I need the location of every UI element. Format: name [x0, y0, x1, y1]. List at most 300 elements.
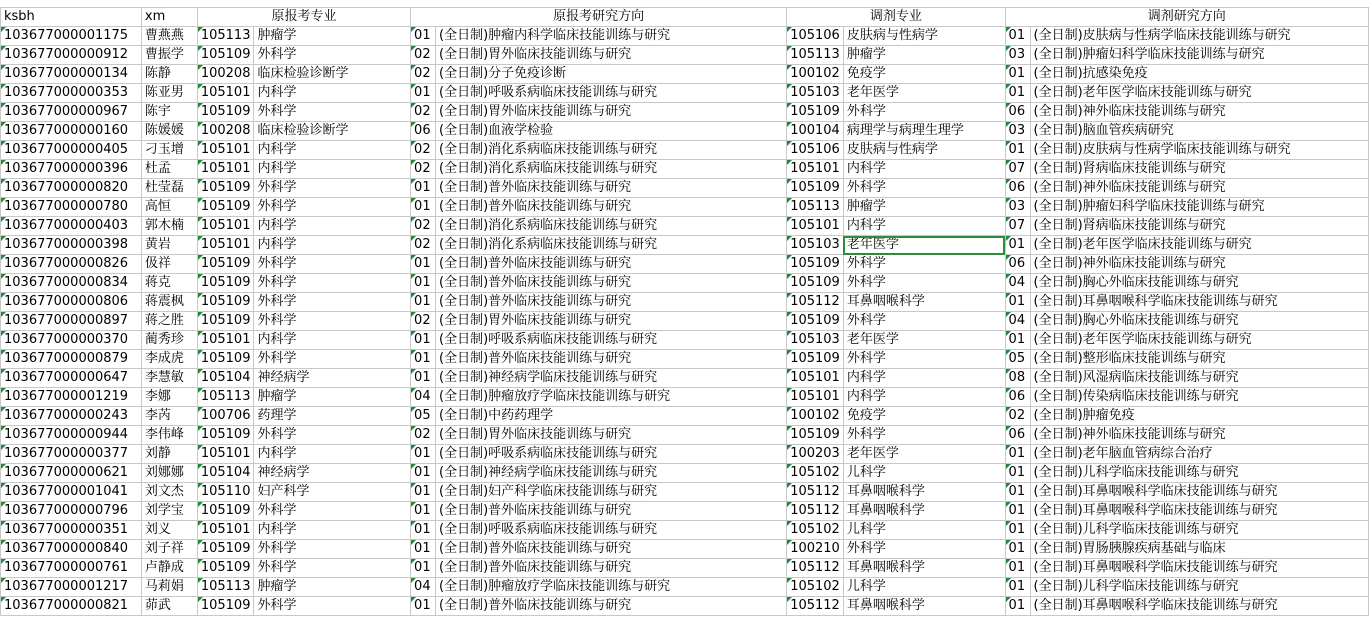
table-cell[interactable]: 外科学 — [843, 179, 1005, 198]
table-cell[interactable]: 105101 — [197, 445, 254, 464]
table-cell[interactable]: 耳鼻咽喉科学 — [843, 597, 1005, 616]
table-cell[interactable]: 03 — [1005, 122, 1030, 141]
table-cell[interactable]: 曹振学 — [141, 46, 197, 65]
table-cell[interactable]: 02 — [411, 312, 436, 331]
table-cell[interactable]: 105103 — [787, 84, 844, 103]
table-cell[interactable]: (全日制)肿瘤放疗学临床技能训练与研究 — [436, 388, 787, 407]
table-cell[interactable]: 100210 — [787, 540, 844, 559]
table-cell[interactable]: 103677000000398 — [1, 236, 142, 255]
table-cell[interactable]: 103677000001041 — [1, 483, 142, 502]
table-cell[interactable]: 耳鼻咽喉科学 — [843, 559, 1005, 578]
table-cell[interactable]: 103677000001219 — [1, 388, 142, 407]
table-cell[interactable]: (全日制)耳鼻咽喉科学临床技能训练与研究 — [1030, 559, 1368, 578]
table-cell[interactable]: 01 — [411, 350, 436, 369]
table-cell[interactable]: 103677000000967 — [1, 103, 142, 122]
table-cell[interactable]: 105101 — [787, 388, 844, 407]
table-cell[interactable]: 外科学 — [254, 255, 411, 274]
table-cell[interactable]: (全日制)普外临床技能训练与研究 — [436, 350, 787, 369]
table-cell[interactable]: 103677000000897 — [1, 312, 142, 331]
table-cell[interactable]: 蔺秀珍 — [141, 331, 197, 350]
table-cell[interactable]: (全日制)胃外临床技能训练与研究 — [436, 46, 787, 65]
table-cell[interactable]: 105112 — [787, 597, 844, 616]
table-cell[interactable]: (全日制)老年脑血管病综合治疗 — [1030, 445, 1368, 464]
table-cell[interactable]: 105109 — [197, 312, 254, 331]
table-cell[interactable]: 01 — [1005, 141, 1030, 160]
table-cell[interactable]: 内科学 — [254, 160, 411, 179]
table-cell[interactable]: 105109 — [787, 255, 844, 274]
table-cell[interactable]: 105113 — [197, 388, 254, 407]
table-cell[interactable]: (全日制)肿瘤内科学临床技能训练与研究 — [436, 27, 787, 46]
table-cell[interactable]: 01 — [411, 84, 436, 103]
table-cell[interactable]: 105109 — [787, 426, 844, 445]
table-cell[interactable]: 105109 — [787, 103, 844, 122]
table-cell[interactable]: (全日制)胸心外临床技能训练与研究 — [1030, 274, 1368, 293]
table-cell[interactable]: 外科学 — [843, 350, 1005, 369]
table-cell[interactable]: 肿瘤学 — [254, 578, 411, 597]
table-cell[interactable]: 100208 — [197, 122, 254, 141]
table-cell[interactable]: 105106 — [787, 27, 844, 46]
table-cell[interactable]: (全日制)脑血管疾病研究 — [1030, 122, 1368, 141]
table-cell[interactable]: 105109 — [197, 198, 254, 217]
table-cell[interactable]: 103677000000351 — [1, 521, 142, 540]
table-cell[interactable]: 01 — [411, 198, 436, 217]
table-cell[interactable]: 内科学 — [843, 160, 1005, 179]
table-cell[interactable]: 老年医学 — [843, 445, 1005, 464]
table-cell[interactable]: 01 — [411, 597, 436, 616]
table-cell[interactable]: 内科学 — [843, 217, 1005, 236]
table-cell[interactable]: 105101 — [787, 160, 844, 179]
table-cell[interactable]: 01 — [411, 331, 436, 350]
table-cell[interactable]: 外科学 — [843, 274, 1005, 293]
table-cell[interactable]: (全日制)儿科学临床技能训练与研究 — [1030, 464, 1368, 483]
table-cell[interactable]: 105104 — [197, 464, 254, 483]
table-cell[interactable]: 01 — [1005, 521, 1030, 540]
table-cell[interactable]: 105109 — [787, 312, 844, 331]
table-cell[interactable]: (全日制)抗感染免疫 — [1030, 65, 1368, 84]
table-cell[interactable]: (全日制)神外临床技能训练与研究 — [1030, 255, 1368, 274]
table-cell[interactable]: (全日制)胸心外临床技能训练与研究 — [1030, 312, 1368, 331]
table-cell[interactable]: 皮肤病与性病学 — [843, 27, 1005, 46]
table-cell[interactable]: 01 — [411, 521, 436, 540]
table-cell[interactable]: 06 — [1005, 255, 1030, 274]
table-cell[interactable]: 01 — [1005, 84, 1030, 103]
table-cell[interactable]: 老年医学 — [843, 84, 1005, 103]
table-cell[interactable]: (全日制)耳鼻咽喉科学临床技能训练与研究 — [1030, 502, 1368, 521]
table-cell[interactable]: 103677000000647 — [1, 369, 142, 388]
table-cell[interactable]: 105109 — [787, 350, 844, 369]
table-cell[interactable]: 刘学宝 — [141, 502, 197, 521]
table-cell[interactable]: 103677000000806 — [1, 293, 142, 312]
table-cell[interactable]: 07 — [1005, 160, 1030, 179]
table-cell[interactable]: (全日制)胃肠胰腺疾病基础与临床 — [1030, 540, 1368, 559]
table-cell[interactable]: 105113 — [787, 46, 844, 65]
table-cell[interactable]: 临床检验诊断学 — [254, 65, 411, 84]
table-cell[interactable]: 105101 — [787, 217, 844, 236]
table-cell[interactable]: (全日制)耳鼻咽喉科学临床技能训练与研究 — [1030, 597, 1368, 616]
table-cell[interactable]: 105109 — [197, 179, 254, 198]
table-cell[interactable]: 07 — [1005, 217, 1030, 236]
table-cell[interactable]: 外科学 — [254, 312, 411, 331]
table-cell[interactable]: 免疫学 — [843, 65, 1005, 84]
table-cell[interactable]: (全日制)耳鼻咽喉科学临床技能训练与研究 — [1030, 483, 1368, 502]
table-cell[interactable]: 外科学 — [254, 103, 411, 122]
table-cell[interactable]: 外科学 — [254, 293, 411, 312]
table-cell[interactable]: 外科学 — [254, 198, 411, 217]
table-cell[interactable]: 105103 — [787, 236, 844, 255]
table-cell[interactable]: 01 — [1005, 559, 1030, 578]
table-cell[interactable]: 老年医学 — [843, 236, 1005, 255]
table-cell[interactable]: 神经病学 — [254, 464, 411, 483]
table-cell[interactable]: 105101 — [197, 521, 254, 540]
table-cell[interactable]: 临床检验诊断学 — [254, 122, 411, 141]
table-cell[interactable]: 04 — [1005, 274, 1030, 293]
table-cell[interactable]: 103677000000134 — [1, 65, 142, 84]
table-cell[interactable]: 老年医学 — [843, 331, 1005, 350]
table-cell[interactable]: 04 — [1005, 312, 1030, 331]
table-cell[interactable]: 儿科学 — [843, 521, 1005, 540]
table-cell[interactable]: 103677000000761 — [1, 559, 142, 578]
table-cell[interactable]: 01 — [1005, 502, 1030, 521]
table-cell[interactable]: (全日制)呼吸系病临床技能训练与研究 — [436, 521, 787, 540]
table-cell[interactable]: 02 — [411, 46, 436, 65]
table-cell[interactable]: 105101 — [197, 160, 254, 179]
table-cell[interactable]: 曹燕燕 — [141, 27, 197, 46]
table-cell[interactable]: 105109 — [197, 46, 254, 65]
table-cell[interactable]: 06 — [1005, 179, 1030, 198]
table-cell[interactable]: 105109 — [197, 350, 254, 369]
table-cell[interactable]: 105109 — [197, 559, 254, 578]
table-cell[interactable]: (全日制)老年医学临床技能训练与研究 — [1030, 236, 1368, 255]
table-cell[interactable]: 杜孟 — [141, 160, 197, 179]
table-cell[interactable]: 01 — [1005, 331, 1030, 350]
table-cell[interactable]: 100203 — [787, 445, 844, 464]
table-cell[interactable]: 李伟峰 — [141, 426, 197, 445]
table-cell[interactable]: 105109 — [197, 103, 254, 122]
table-cell[interactable]: 105102 — [787, 521, 844, 540]
table-cell[interactable]: 01 — [411, 179, 436, 198]
table-cell[interactable]: 肿瘤学 — [254, 27, 411, 46]
table-cell[interactable]: 李成虎 — [141, 350, 197, 369]
table-cell[interactable]: 105104 — [197, 369, 254, 388]
table-cell[interactable]: 01 — [411, 255, 436, 274]
table-cell[interactable]: (全日制)呼吸系病临床技能训练与研究 — [436, 84, 787, 103]
table-cell[interactable]: 01 — [1005, 578, 1030, 597]
table-cell[interactable]: 外科学 — [254, 502, 411, 521]
table-cell[interactable]: (全日制)中药药理学 — [436, 407, 787, 426]
table-cell[interactable]: 内科学 — [254, 445, 411, 464]
table-cell[interactable]: 耳鼻咽喉科学 — [843, 502, 1005, 521]
table-cell[interactable]: 02 — [411, 65, 436, 84]
table-cell[interactable]: (全日制)耳鼻咽喉科学临床技能训练与研究 — [1030, 293, 1368, 312]
table-cell[interactable]: 06 — [1005, 426, 1030, 445]
header-cell[interactable]: 调剂专业 — [787, 8, 1005, 27]
table-cell[interactable]: (全日制)肿瘤放疗学临床技能训练与研究 — [436, 578, 787, 597]
table-cell[interactable]: 外科学 — [254, 597, 411, 616]
table-cell[interactable]: 105103 — [787, 331, 844, 350]
table-cell[interactable]: 105101 — [197, 84, 254, 103]
table-cell[interactable]: 肿瘤学 — [843, 198, 1005, 217]
table-cell[interactable]: 刘娜娜 — [141, 464, 197, 483]
table-cell[interactable]: 刘文杰 — [141, 483, 197, 502]
table-cell[interactable]: 100208 — [197, 65, 254, 84]
table-cell[interactable]: 105109 — [787, 274, 844, 293]
table-cell[interactable]: 103677000000944 — [1, 426, 142, 445]
table-cell[interactable]: 103677000000405 — [1, 141, 142, 160]
table-cell[interactable]: 105109 — [787, 179, 844, 198]
table-cell[interactable]: 105113 — [787, 198, 844, 217]
table-cell[interactable]: 105112 — [787, 483, 844, 502]
table-cell[interactable]: 01 — [1005, 65, 1030, 84]
table-cell[interactable]: 01 — [411, 274, 436, 293]
table-cell[interactable]: 05 — [411, 407, 436, 426]
table-cell[interactable]: (全日制)消化系病临床技能训练与研究 — [436, 160, 787, 179]
table-cell[interactable]: (全日制)肿瘤妇科学临床技能训练与研究 — [1030, 198, 1368, 217]
table-cell[interactable]: 103677000000396 — [1, 160, 142, 179]
table-cell[interactable]: 06 — [1005, 388, 1030, 407]
table-cell[interactable]: 李慧敏 — [141, 369, 197, 388]
table-cell[interactable]: (全日制)肿瘤免疫 — [1030, 407, 1368, 426]
table-cell[interactable]: (全日制)血液学检验 — [436, 122, 787, 141]
table-cell[interactable]: 01 — [1005, 445, 1030, 464]
table-cell[interactable]: 103677000000834 — [1, 274, 142, 293]
table-cell[interactable]: 陈宇 — [141, 103, 197, 122]
header-cell[interactable]: 原报考研究方向 — [411, 8, 787, 27]
table-cell[interactable]: 01 — [411, 540, 436, 559]
table-cell[interactable]: 儿科学 — [843, 464, 1005, 483]
table-cell[interactable]: 内科学 — [254, 141, 411, 160]
table-cell[interactable]: 01 — [411, 464, 436, 483]
table-cell[interactable]: 李芮 — [141, 407, 197, 426]
table-cell[interactable]: (全日制)整形临床技能训练与研究 — [1030, 350, 1368, 369]
table-cell[interactable]: 外科学 — [254, 179, 411, 198]
table-cell[interactable]: 05 — [1005, 350, 1030, 369]
table-cell[interactable]: 103677000000160 — [1, 122, 142, 141]
table-cell[interactable]: 茆武 — [141, 597, 197, 616]
table-cell[interactable]: 陈媛媛 — [141, 122, 197, 141]
table-cell[interactable]: 耳鼻咽喉科学 — [843, 483, 1005, 502]
table-cell[interactable]: 卢静成 — [141, 559, 197, 578]
table-cell[interactable]: 皮肤病与性病学 — [843, 141, 1005, 160]
header-cell[interactable]: ksbh — [1, 8, 142, 27]
table-cell[interactable]: (全日制)普外临床技能训练与研究 — [436, 502, 787, 521]
table-cell[interactable]: (全日制)妇产科学临床技能训练与研究 — [436, 483, 787, 502]
table-cell[interactable]: 高恒 — [141, 198, 197, 217]
table-cell[interactable]: 105106 — [787, 141, 844, 160]
table-cell[interactable]: (全日制)普外临床技能训练与研究 — [436, 255, 787, 274]
table-cell[interactable]: 杜莹磊 — [141, 179, 197, 198]
table-cell[interactable]: 儿科学 — [843, 578, 1005, 597]
table-cell[interactable]: 105112 — [787, 502, 844, 521]
table-cell[interactable]: 105101 — [197, 331, 254, 350]
table-cell[interactable]: 01 — [1005, 597, 1030, 616]
table-cell[interactable]: 105112 — [787, 559, 844, 578]
table-cell[interactable]: 01 — [411, 502, 436, 521]
table-cell[interactable]: 02 — [411, 426, 436, 445]
table-cell[interactable]: 刘子祥 — [141, 540, 197, 559]
table-cell[interactable]: (全日制)呼吸系病临床技能训练与研究 — [436, 445, 787, 464]
table-cell[interactable]: 马莉娟 — [141, 578, 197, 597]
table-cell[interactable]: 01 — [411, 445, 436, 464]
table-cell[interactable]: 陈亚男 — [141, 84, 197, 103]
table-cell[interactable]: (全日制)神外临床技能训练与研究 — [1030, 426, 1368, 445]
table-cell[interactable]: 06 — [411, 122, 436, 141]
table-cell[interactable]: 耳鼻咽喉科学 — [843, 293, 1005, 312]
table-cell[interactable]: 李娜 — [141, 388, 197, 407]
table-cell[interactable]: 100102 — [787, 407, 844, 426]
table-cell[interactable]: 105113 — [197, 27, 254, 46]
table-cell[interactable]: 01 — [1005, 483, 1030, 502]
table-cell[interactable]: 01 — [411, 293, 436, 312]
table-cell[interactable]: 103677000000780 — [1, 198, 142, 217]
table-cell[interactable]: 黄岩 — [141, 236, 197, 255]
table-cell[interactable]: 外科学 — [843, 540, 1005, 559]
table-cell[interactable]: 01 — [411, 27, 436, 46]
table-cell[interactable]: 内科学 — [254, 236, 411, 255]
table-cell[interactable]: 103677000000840 — [1, 540, 142, 559]
header-cell[interactable]: xm — [141, 8, 197, 27]
table-cell[interactable]: 外科学 — [843, 103, 1005, 122]
table-cell[interactable]: 病理学与病理生理学 — [843, 122, 1005, 141]
table-cell[interactable]: 105101 — [197, 217, 254, 236]
table-cell[interactable]: 105110 — [197, 483, 254, 502]
table-cell[interactable]: (全日制)普外临床技能训练与研究 — [436, 559, 787, 578]
table-cell[interactable]: 内科学 — [254, 84, 411, 103]
table-cell[interactable]: 103677000000403 — [1, 217, 142, 236]
table-cell[interactable]: 01 — [1005, 236, 1030, 255]
table-cell[interactable]: 103677000000879 — [1, 350, 142, 369]
table-cell[interactable]: 免疫学 — [843, 407, 1005, 426]
table-cell[interactable]: 外科学 — [254, 426, 411, 445]
table-cell[interactable]: (全日制)消化系病临床技能训练与研究 — [436, 217, 787, 236]
table-cell[interactable]: 外科学 — [843, 312, 1005, 331]
table-cell[interactable]: 蒋之胜 — [141, 312, 197, 331]
table-cell[interactable]: 02 — [411, 236, 436, 255]
table-cell[interactable]: 外科学 — [254, 540, 411, 559]
table-cell[interactable]: 郭木楠 — [141, 217, 197, 236]
table-cell[interactable]: 外科学 — [254, 350, 411, 369]
table-cell[interactable]: 01 — [411, 369, 436, 388]
table-cell[interactable]: 105101 — [197, 141, 254, 160]
table-cell[interactable]: 103677000000796 — [1, 502, 142, 521]
table-cell[interactable]: 外科学 — [843, 255, 1005, 274]
table-cell[interactable]: (全日制)胃外临床技能训练与研究 — [436, 312, 787, 331]
table-cell[interactable]: 06 — [1005, 103, 1030, 122]
table-cell[interactable]: 伋祥 — [141, 255, 197, 274]
table-cell[interactable]: 103677000000353 — [1, 84, 142, 103]
table-cell[interactable]: 100104 — [787, 122, 844, 141]
table-cell[interactable]: (全日制)普外临床技能训练与研究 — [436, 274, 787, 293]
table-cell[interactable]: (全日制)肿瘤妇科学临床技能训练与研究 — [1030, 46, 1368, 65]
table-cell[interactable]: 02 — [411, 141, 436, 160]
table-cell[interactable]: 105109 — [197, 274, 254, 293]
table-cell[interactable]: 103677000000377 — [1, 445, 142, 464]
table-cell[interactable]: 内科学 — [254, 521, 411, 540]
table-cell[interactable]: 肿瘤学 — [843, 46, 1005, 65]
table-cell[interactable]: 01 — [1005, 27, 1030, 46]
table-cell[interactable]: 105102 — [787, 464, 844, 483]
table-cell[interactable]: 105113 — [197, 578, 254, 597]
table-cell[interactable]: 肿瘤学 — [254, 388, 411, 407]
table-cell[interactable]: 105101 — [197, 236, 254, 255]
table-cell[interactable]: (全日制)普外临床技能训练与研究 — [436, 597, 787, 616]
table-cell[interactable]: 103677000001217 — [1, 578, 142, 597]
table-cell[interactable]: 105109 — [197, 293, 254, 312]
table-cell[interactable]: 外科学 — [254, 46, 411, 65]
table-cell[interactable]: 01 — [411, 559, 436, 578]
table-cell[interactable]: (全日制)普外临床技能训练与研究 — [436, 198, 787, 217]
table-cell[interactable]: 105101 — [787, 369, 844, 388]
header-cell[interactable]: 调剂研究方向 — [1005, 8, 1368, 27]
table-cell[interactable]: 妇产科学 — [254, 483, 411, 502]
table-cell[interactable]: 陈静 — [141, 65, 197, 84]
header-cell[interactable]: 原报考专业 — [197, 8, 410, 27]
table-cell[interactable]: 103677000000370 — [1, 331, 142, 350]
table-cell[interactable]: 04 — [411, 578, 436, 597]
table-cell[interactable]: 03 — [1005, 198, 1030, 217]
table-cell[interactable]: (全日制)普外临床技能训练与研究 — [436, 540, 787, 559]
table-cell[interactable]: 04 — [411, 388, 436, 407]
table-cell[interactable]: 刘静 — [141, 445, 197, 464]
table-cell[interactable]: 105109 — [197, 426, 254, 445]
table-cell[interactable]: 蒋震枫 — [141, 293, 197, 312]
table-cell[interactable]: 02 — [1005, 407, 1030, 426]
table-cell[interactable]: 103677000000821 — [1, 597, 142, 616]
table-cell[interactable]: 103677000000826 — [1, 255, 142, 274]
table-cell[interactable]: (全日制)神外临床技能训练与研究 — [1030, 103, 1368, 122]
table-cell[interactable]: (全日制)儿科学临床技能训练与研究 — [1030, 578, 1368, 597]
table-cell[interactable]: 01 — [1005, 540, 1030, 559]
table-cell[interactable]: (全日制)皮肤病与性病学临床技能训练与研究 — [1030, 27, 1368, 46]
table-cell[interactable]: (全日制)皮肤病与性病学临床技能训练与研究 — [1030, 141, 1368, 160]
table-cell[interactable]: 01 — [411, 483, 436, 502]
table-cell[interactable]: 103677000000912 — [1, 46, 142, 65]
table-cell[interactable]: (全日制)肾病临床技能训练与研究 — [1030, 217, 1368, 236]
table-cell[interactable]: (全日制)肾病临床技能训练与研究 — [1030, 160, 1368, 179]
table-cell[interactable]: (全日制)消化系病临床技能训练与研究 — [436, 141, 787, 160]
table-cell[interactable]: (全日制)传染病临床技能训练与研究 — [1030, 388, 1368, 407]
table-cell[interactable]: 01 — [1005, 464, 1030, 483]
table-cell[interactable]: 105112 — [787, 293, 844, 312]
table-cell[interactable]: (全日制)普外临床技能训练与研究 — [436, 179, 787, 198]
table-cell[interactable]: (全日制)神经病学临床技能训练与研究 — [436, 464, 787, 483]
table-cell[interactable]: 02 — [411, 103, 436, 122]
table-cell[interactable]: 105109 — [197, 540, 254, 559]
table-cell[interactable]: (全日制)胃外临床技能训练与研究 — [436, 426, 787, 445]
table-cell[interactable]: 蒋克 — [141, 274, 197, 293]
table-cell[interactable]: (全日制)呼吸系病临床技能训练与研究 — [436, 331, 787, 350]
table-cell[interactable]: 外科学 — [254, 559, 411, 578]
table-cell[interactable]: 103677000000820 — [1, 179, 142, 198]
table-cell[interactable]: 105109 — [197, 502, 254, 521]
table-cell[interactable]: 105102 — [787, 578, 844, 597]
table-cell[interactable]: 内科学 — [843, 388, 1005, 407]
table-cell[interactable]: 02 — [411, 217, 436, 236]
table-cell[interactable]: (全日制)胃外临床技能训练与研究 — [436, 103, 787, 122]
table-cell[interactable]: 外科学 — [843, 426, 1005, 445]
table-cell[interactable]: 药理学 — [254, 407, 411, 426]
table-cell[interactable]: 内科学 — [254, 331, 411, 350]
table-cell[interactable]: (全日制)老年医学临床技能训练与研究 — [1030, 331, 1368, 350]
table-cell[interactable]: (全日制)儿科学临床技能训练与研究 — [1030, 521, 1368, 540]
table-cell[interactable]: 神经病学 — [254, 369, 411, 388]
table-cell[interactable]: 103677000000243 — [1, 407, 142, 426]
table-cell[interactable]: 刘义 — [141, 521, 197, 540]
table-cell[interactable]: 03 — [1005, 46, 1030, 65]
table-cell[interactable]: (全日制)消化系病临床技能训练与研究 — [436, 236, 787, 255]
table-cell[interactable]: 02 — [411, 160, 436, 179]
table-cell[interactable]: (全日制)老年医学临床技能训练与研究 — [1030, 84, 1368, 103]
table-cell[interactable]: (全日制)神外临床技能训练与研究 — [1030, 179, 1368, 198]
